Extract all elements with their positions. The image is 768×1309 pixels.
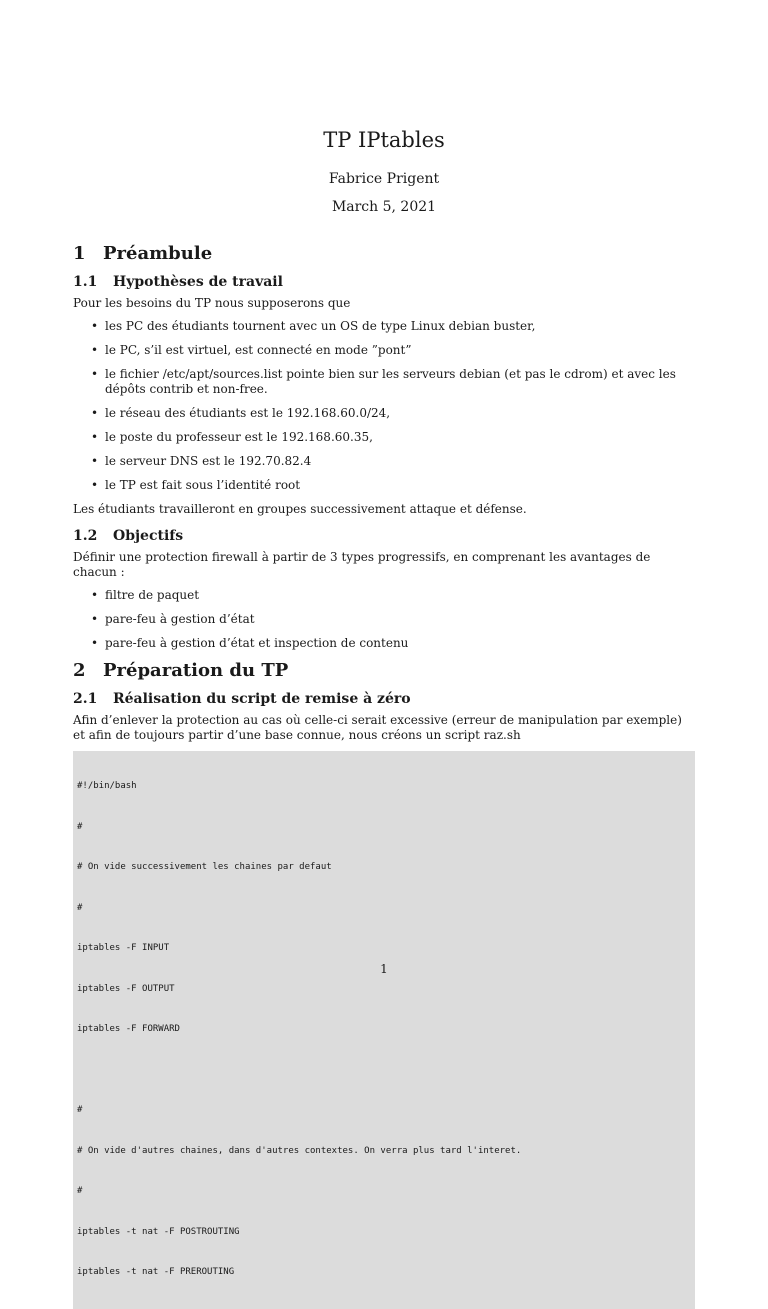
page-number: 1 — [380, 962, 388, 976]
code-line: # On vide d'autres chaines, dans d'autres contextes. On verra plus tard l'interet. — [77, 1145, 522, 1156]
document-body — [73, 243, 695, 1309]
subsection-heading-script-raz: 2.1 Réalisation du script de remise à zéro — [73, 691, 411, 707]
list-item: • les PC des étudiants tournent avec un OS de type Linux debian buster, — [73, 319, 695, 334]
paragraph-hypotheses-outro: Les étudiants travailleront en groupes successivement attaque et défense. — [73, 502, 527, 516]
list-item: • le poste du professeur est le 192.168.60.35, — [73, 430, 695, 445]
code-line: # — [77, 821, 83, 832]
code-line: iptables -F OUTPUT — [77, 983, 175, 994]
section-heading-preparation: 2 Préparation du TP — [73, 660, 289, 681]
code-line: # — [77, 1186, 83, 1196]
objectifs-list — [73, 588, 695, 651]
code-line: iptables -t nat -F POSTROUTING — [77, 1226, 240, 1237]
code-block-raz-script — [73, 751, 695, 1309]
paragraph-hypotheses-intro: Pour les besoins du TP nous supposerons que — [73, 296, 351, 310]
list-item: • pare-feu à gestion d’état — [73, 612, 695, 627]
list-item: • filtre de paquet — [73, 588, 695, 603]
list-item: • le réseau des étudiants est le 192.168.60.0/24, — [73, 406, 695, 421]
document-title: TP IPtables — [323, 128, 445, 152]
hypotheses-list — [73, 319, 695, 493]
paragraph-script-intro: Afin d’enlever la protection au cas où celle-ci serait excessive (erreur de manipulation par exemple) et afin de toujours partir d’une base connue, nous créons un script raz.sh — [73, 713, 682, 742]
list-item: • le PC, s’il est virtuel, est connecté en mode ”pont” — [73, 343, 695, 358]
subsection-heading-objectifs: 1.2 Objectifs — [73, 528, 184, 544]
list-item: • pare-feu à gestion d’état et inspection de contenu — [73, 636, 695, 651]
code-line: # On vide successivement les chaines par defaut — [77, 862, 332, 872]
list-item: • le fichier /etc/apt/sources.list pointe bien sur les serveurs debian (et pas le cdrom) et avec les dépôts contrib et non-free. — [73, 367, 695, 397]
code-line: iptables -F FORWARD — [77, 1024, 180, 1034]
code-line: # — [77, 1105, 83, 1115]
code-line: #!/bin/bash — [77, 781, 137, 791]
code-line: iptables -t nat -F PREROUTING — [77, 1267, 235, 1277]
paragraph-objectifs-intro: Définir une protection firewall à partir de 3 types progressifs, en comprenant les avantages de chacun : — [73, 550, 651, 579]
subsection-heading-hypotheses: 1.1 Hypothèses de travail — [73, 274, 283, 290]
code-line — [77, 1064, 691, 1078]
code-line: # — [77, 902, 83, 913]
document-author: Fabrice Prigent — [328, 171, 440, 187]
list-item: • le serveur DNS est le 192.70.82.4 — [73, 454, 695, 469]
list-item: • le TP est fait sous l’identité root — [73, 478, 695, 493]
document-date: March 5, 2021 — [331, 199, 437, 215]
code-line: iptables -F INPUT — [77, 943, 170, 953]
section-heading-preambule: 1 Préambule — [73, 243, 213, 264]
